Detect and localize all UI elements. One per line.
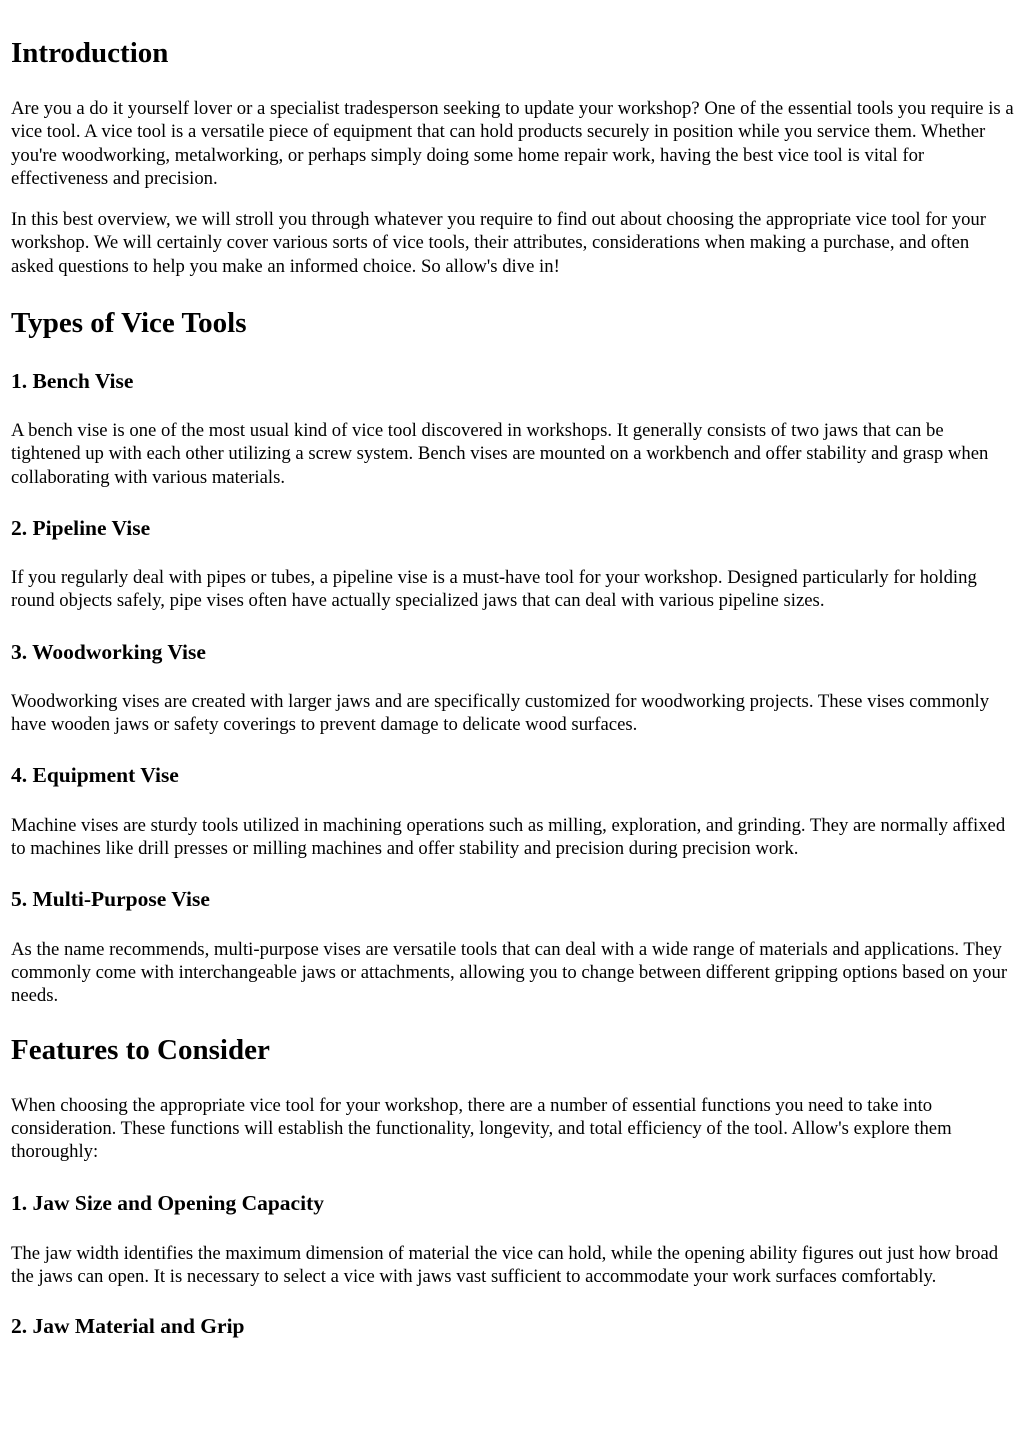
jaw-size-paragraph: The jaw width identifies the maximum dimension of material the vice can hold, while the opening ability figures out just how broad the jaws can open. It is necessary to select a vice with jaws vast sufficient to accommodate your work surfaces comfortably. — [11, 1242, 999, 1287]
subheading-pipeline-vise: 2. Pipeline Vise — [11, 515, 151, 540]
multi-purpose-vise-paragraph: As the name recommends, multi-purpose vises are versatile tools that can deal with a wide range of materials and applications. They commonly come with interchangeable jaws or attachments, allowing you to change between different gripping options based on your needs. — [11, 938, 1008, 1007]
woodworking-vise-paragraph: Woodworking vises are created with larger jaws and are specifically customized for woodworking projects. These vises commonly have wooden jaws or safety coverings to prevent damage to delicate wood surfaces. — [11, 690, 990, 735]
intro-paragraph: Are you a do it yourself lover or a specialist tradesperson seeking to update your workshop? One of the essential tools you require is a vice tool. A vice tool is a versatile piece of equipment that can hold products securely in position while you service them. Whether you're woodworking, metalworking, or perhaps simply doing some home repair work, having the best vice tool is vital for effectiveness and precision. — [11, 98, 1014, 189]
subheading-multi-purpose-vise: 5. Multi-Purpose Vise — [11, 886, 210, 911]
bench-vise-paragraph: A bench vise is one of the most usual kind of vice tool discovered in workshops. It generally consists of two jaws that can be tightened up with each other utilizing a screw system. Bench vises are mounted on a workbench and offer stability and grasp when collaborating with various materials. — [11, 420, 989, 488]
equipment-vise-paragraph: Machine vises are sturdy tools utilized in machining operations such as milling, exploration, and grinding. They are normally affixed to machines like drill presses or milling machines and offer stability and precision during precision work. — [11, 815, 1006, 860]
section-heading-introduction: Introduction — [11, 37, 169, 69]
subheading-woodworking-vise: 3. Woodworking Vise — [11, 639, 206, 664]
section-heading-types-of-vice-tools: Types of Vice Tools — [11, 307, 247, 340]
subheading-jaw-material: 2. Jaw Material and Grip — [11, 1314, 245, 1339]
subheading-equipment-vise: 4. Equipment Vise — [11, 763, 179, 788]
section-heading-features-to-consider: Features to Consider — [11, 1033, 270, 1066]
features-intro-paragraph: When choosing the appropriate vice tool for your workshop, there are a number of essential functions you need to take into consideration. These functions will establish the functionality, longevity, and total efficiency of the tool. Allow's explore them thoroughly: — [11, 1094, 952, 1163]
pipeline-vise-paragraph: If you regularly deal with pipes or tubes, a pipeline vise is a must-have tool for your workshop. Designed particularly for holding round objects safely, pipe vises often have actually specialized jaws that can deal with various pipeline sizes. — [11, 566, 977, 612]
intro-paragraph: In this best overview, we will stroll you through whatever you require to find out about choosing the appropriate vice tool for your workshop. We will certainly cover various sorts of vice tools, their attributes, considerations when making a purchase, and often asked questions to help you make an informed choice. So allow's dive in! — [11, 209, 986, 277]
subheading-bench-vise: 1. Bench Vise — [11, 369, 134, 394]
subheading-jaw-size: 1. Jaw Size and Opening Capacity — [11, 1190, 324, 1215]
